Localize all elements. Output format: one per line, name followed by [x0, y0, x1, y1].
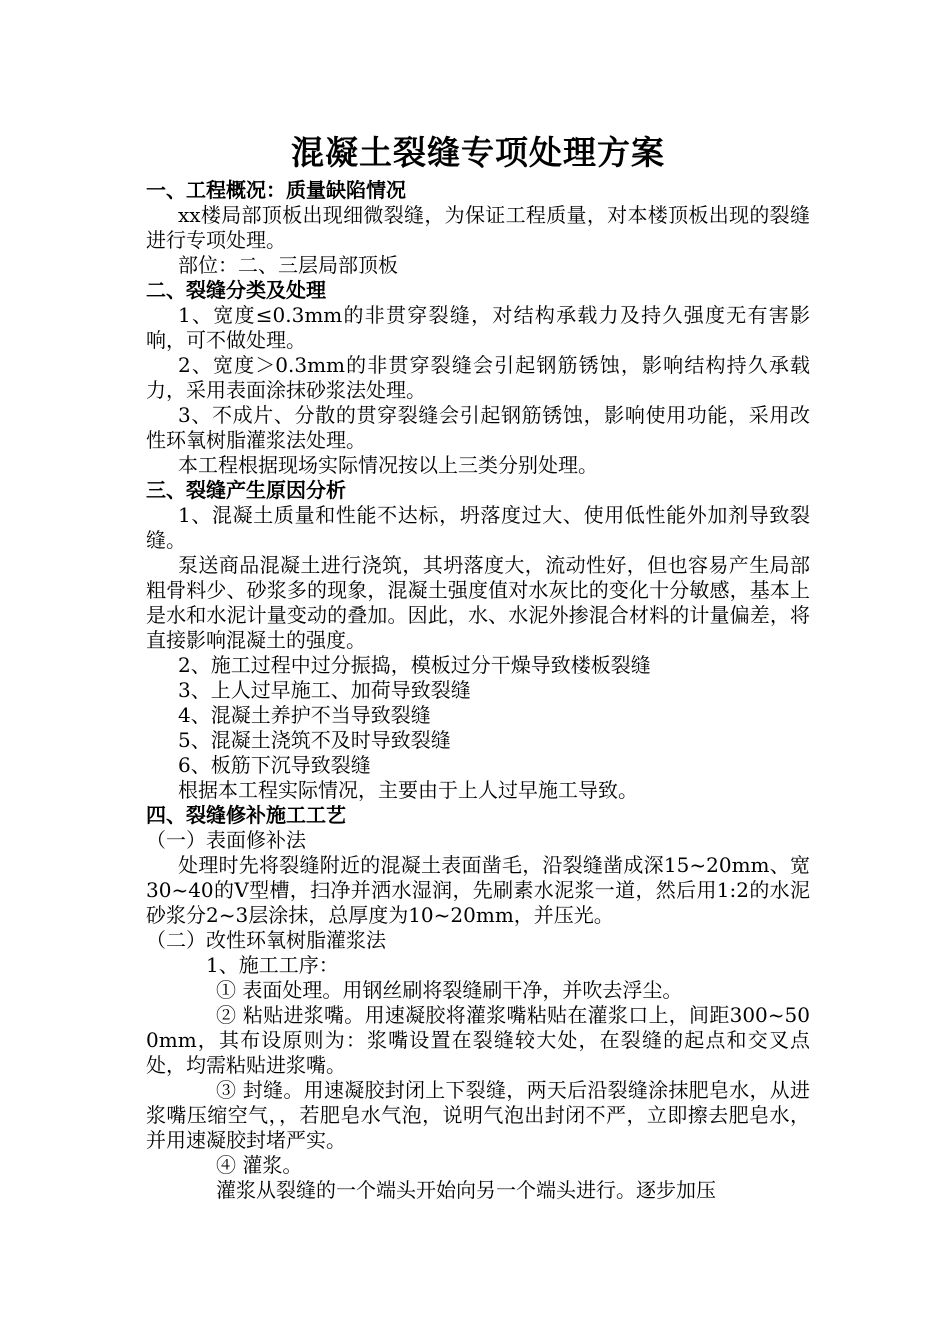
paragraph: 处理时先将裂缝附近的混凝土表面凿毛，沿裂缝凿成深15~20mm、宽30~40的V型槽，扫净并洒水湿润，先刷素水泥浆一道，然后用1:2的水泥砂浆分2~3层涂抹，总厚度为10~20mm，并压光。 [146, 853, 810, 927]
paragraph: 部位：二、三层局部顶板 [178, 253, 398, 277]
paragraph: xx楼局部顶板出现细微裂缝，为保证工程质量，对本楼顶板出现的裂缝进行专项处理。 [146, 203, 810, 252]
paragraph: 泵送商品混凝土进行浇筑，其坍落度大，流动性好，但也容易产生局部粗骨料少、砂浆多的现象，混凝土强度值对水灰比的变化十分敏感，基本上是水和水泥计量变动的叠加。因此，水、水泥外掺混合材料的计量偏差，将直接影响混凝土的强度。 [146, 553, 810, 652]
paragraph: 3、上人过早施工、加荷导致裂缝 [178, 678, 471, 702]
section-heading-4: 四、裂缝修补施工工艺 [146, 803, 346, 827]
paragraph: 2、施工过程中过分振捣，模板过分干燥导致楼板裂缝 [178, 653, 651, 677]
paragraph: ④ 灌浆。 [216, 1153, 303, 1177]
paragraph: 根据本工程实际情况，主要由于上人过早施工导致。 [178, 778, 638, 802]
paragraph: 1、施工工序： [206, 953, 339, 977]
paragraph: 6、板筋下沉导致裂缝 [178, 753, 371, 777]
paragraph: ③ 封缝。用速凝胶封闭上下裂缝，两天后沿裂缝涂抹肥皂水，从进浆嘴压缩空气，，若肥皂水气泡，说明气泡出封闭不严，立即擦去肥皂水，并用速凝胶封堵严实。 [146, 1078, 810, 1152]
paragraph: 灌浆从裂缝的一个端头开始向另一个端头进行。逐步加压 [216, 1178, 716, 1202]
paragraph: 3、不成片、分散的贯穿裂缝会引起钢筋锈蚀，影响使用功能，采用改性环氧树脂灌浆法处理。 [146, 403, 810, 452]
paragraph: 本工程根据现场实际情况按以上三类分别处理。 [178, 453, 598, 477]
section-heading-2: 二、裂缝分类及处理 [146, 278, 326, 302]
section-heading-1: 一、工程概况：质量缺陷情况 [146, 178, 406, 202]
section-heading-3: 三、裂缝产生原因分析 [146, 478, 346, 502]
paragraph: 2、宽度＞0.3mm的非贯穿裂缝会引起钢筋锈蚀，影响结构持久承载力，采用表面涂抹砂浆法处理。 [146, 353, 810, 402]
paragraph: ① 表面处理。用钢丝刷将裂缝刷干净，并吹去浮尘。 [216, 978, 683, 1002]
document-title: 混凝土裂缝专项处理方案 [291, 133, 665, 172]
paragraph: 5、混凝土浇筑不及时导致裂缝 [178, 728, 451, 752]
paragraph: 1、混凝土质量和性能不达标，坍落度过大、使用低性能外加剂导致裂缝。 [146, 503, 810, 552]
paragraph: 1、宽度≤0.3mm的非贯穿裂缝，对结构承载力及持久强度无有害影响，可不做处理。 [146, 303, 810, 352]
paragraph: 4、混凝土养护不当导致裂缝 [178, 703, 431, 727]
subsection-heading: （一）表面修补法 [146, 828, 306, 852]
paragraph: ② 粘贴进浆嘴。用速凝胶将灌浆嘴粘贴在灌浆口上，间距300~500mm，其布设原则为：浆嘴设置在裂缝较大处，在裂缝的起点和交叉点处，均需粘贴进浆嘴。 [146, 1003, 810, 1077]
subsection-heading: （二）改性环氧树脂灌浆法 [146, 928, 386, 952]
